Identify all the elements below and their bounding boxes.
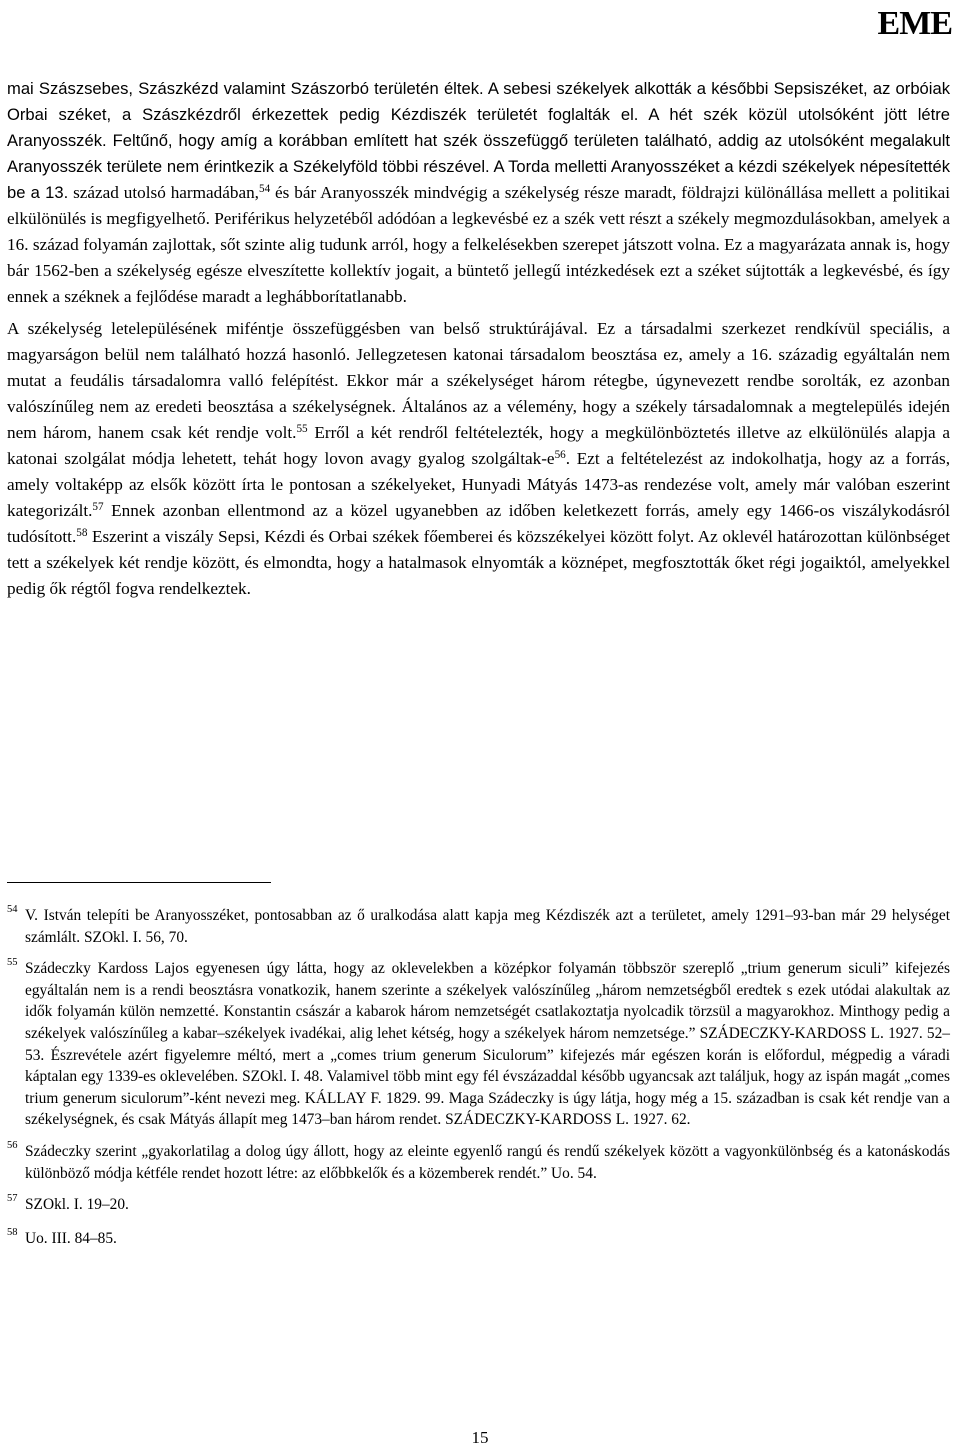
footnote-text: Uo. III. 84–85. — [25, 1229, 117, 1247]
footnote-55 — [7, 958, 950, 1131]
footnote-text: SZOkl. I. 19–20. — [25, 1196, 129, 1214]
footnote-57 — [7, 1194, 950, 1216]
paragraph-1-sans-text: mai Szászsebes, Szászkézd valamint Szászorbó területén éltek. A sebesi székelyek alkották a későbbi Sepsiszéket, az orbóiak Orbai széket, a Szászkézdről érkezettek pedig Kézdiszék területét foglalták el. A hét szék közül utolsóként jött létre Aranyosszék. Feltűnő, hogy amíg a korábban említett hat szék összefüggő területen található, addig az utolsóként megalakult Aranyosszék területe nem érintkezik a Székelyföld többi részével. A Torda melletti Aranyosszéket a kézdi székelyek népesítették be a 13. — [7, 79, 950, 202]
footnote-text: Szádeczky szerint „gyakorlatilag a dolog úgy állott, hogy az eleinte egyenlő rangú és rendű székelyek között a vagyonkülönbség és a katonáskodás különböző módja kétféle rendet hozott létre: az előbbkelők és a közemberek rendét.” Uo. 54. — [25, 1142, 950, 1182]
paragraph-2-text-c: . Ezt a feltételezést az indokolhatja, hogy az a forrás, amely voltaképp az elsők között írta le pontosan a székelyeket, Hunyadi Mátyás 1473-as rendezése volt, amely már valóban eszerint kategorizált. — [7, 449, 950, 520]
publisher-logo: EME — [877, 5, 952, 42]
paragraph-2-text-d: Ennek azonban ellentmond az a közel ugyanebben az időben keletkezett forrás, amely egy 1466-os viszálykodásról tudósított. — [7, 501, 950, 546]
footnote-number: 54 — [7, 904, 18, 915]
paragraph-1 — [7, 76, 950, 310]
footnote-text: Szádeczky Kardoss Lajos egyenesen úgy látta, hogy az oklevelekben a középkor folyamán többször szereplő „trium generum siculi” kifejezés egyáltalán nem is a rendi beosztásra vonatkozik, hanem szerinte a székelyek valószínűleg „három nemzetségből eredtek s ezek utódai alakultak az idők folyamán külön nemzetté. Konstantin császár a kabarok három nemzetségét csatlakoztatja nyolcadik törzsül a magyarokhoz. Minthogy pedig a székelyek valószínűleg a kabar–székelyek ivadékai, alig lehet kétség, hogy a székelyek három nemzetsége.” SZÁDECZKY-KARDOSS L. 1927. 52–53. Észrevétele azért figyelemre méltó, mert a „comes trium generum Siculorum” kifejezés már egészen korán is előfordul, mégpedig a váradi káptalan egy 1339-es oklevelében. SZOkl. I. 48. Valamivel több mint egy fél évszázaddal később ugyancsak azt találjuk, hogy az ispán magát „comes trium generum siculorum”-ként nevezi meg. KÁLLAY F. 1829. 99. Maga Szádeczky is úgy látja, hogy még a 15. században is csak két rendje van a székelységnek, és csak Mátyás állapít meg 1473–ban három rendet. SZÁDECZKY-KARDOSS L. 1927. 62. — [25, 960, 950, 1129]
paragraph-1-text-b: és bár Aranyosszék mindvégig a székelység része maradt, földrajzi különállása mellett a politikai elkülönülés is megfigyelhető. Periférikus helyzetéből adódóan a legkevésbé ez a szék vett részt a székely megmozdulásokban, amelyek a 16. század folyamán zajlottak, sőt szinte alig tudunk arról, hogy a felkelésekben szerepet játszott volna. Ez a magyarázata annak is, hogy bár 1562-ben a székelység egésze elveszítette kollektív jogait, a büntető jellegű intézkedések ezt a széket sújtották a legkevésbé, és így ennek a széknek a fejlődése maradt a leghábborítatlanabb. — [7, 183, 950, 306]
page-number: 15 — [471, 1428, 489, 1447]
footnote-ref-54[interactable]: 54 — [258, 182, 271, 195]
footnote-56 — [7, 1141, 950, 1184]
footnote-ref-56[interactable]: 56 — [554, 448, 566, 461]
paragraph-2-text-a: A székelység letelepülésének miféntje összefüggésben van belső struktúrájával. Ez a társadalmi szerkezet rendkívül speciális, a magyarságon belül nem található hozzá hasonló. Jellegzetesen katonai társadalom beosztása ez, amely a 16. századig egyáltalán nem mutat a feudális társadalomra valló felépítést. Ekkor már a székelységet három rétegbe, úgynevezett rendbe sorolták, ez azonban valószínűleg nem az eredeti beosztása a székelységnek. Általános az a vélemény, hogy a székely társadalomnak a megtelepülés idején nem három, hanem csak két rendje volt. — [7, 319, 950, 442]
footnote-ref-55[interactable]: 55 — [296, 422, 308, 435]
paragraph-2-text-e: Eszerint a viszály Sepsi, Kézdi és Orbai székek főemberei és közszékelyei között folyt. Az oklevél határozottan különbséget tett a székelyek két rendje között, és elmondta, hogy a hatalmasok elnyomták a köznépet, megfosztották őket régi jogaiktól, amelyekkel pedig ők régtől fogva rendelkeztek. — [7, 527, 950, 598]
paragraph-2 — [7, 316, 950, 602]
footnote-54 — [7, 905, 950, 948]
main-text — [7, 76, 950, 602]
footnote-number: 55 — [7, 957, 18, 969]
paragraph-2-text-b: Erről a két rendről feltételezték, hogy a megkülönböztetés illetve az elkülönülés alapja a katonai szolgálat módja lehetett, tehát hogy lovon avagy gyalog szolgáltak-e — [7, 423, 950, 468]
footnote-number: 57 — [7, 1193, 18, 1205]
footnote-58 — [7, 1228, 950, 1250]
footnote-number: 56 — [7, 1139, 18, 1151]
footnote-separator — [7, 882, 271, 883]
footnote-text: V. István telepíti be Aranyosszéket, pontosabban az ő uralkodása alatt kapja meg Kézdiszék azt a területet, amely 1291–93-ban már 29 helységet számlált. SZOkl. I. 56, 70. — [25, 907, 950, 946]
footnotes — [7, 905, 950, 1261]
footnote-number: 58 — [7, 1226, 18, 1238]
footnote-ref-57[interactable]: 57 — [92, 500, 104, 513]
footnote-ref-58[interactable]: 58 — [76, 526, 88, 539]
paragraph-1-text-a: század utolsó harmadában, — [68, 183, 259, 202]
